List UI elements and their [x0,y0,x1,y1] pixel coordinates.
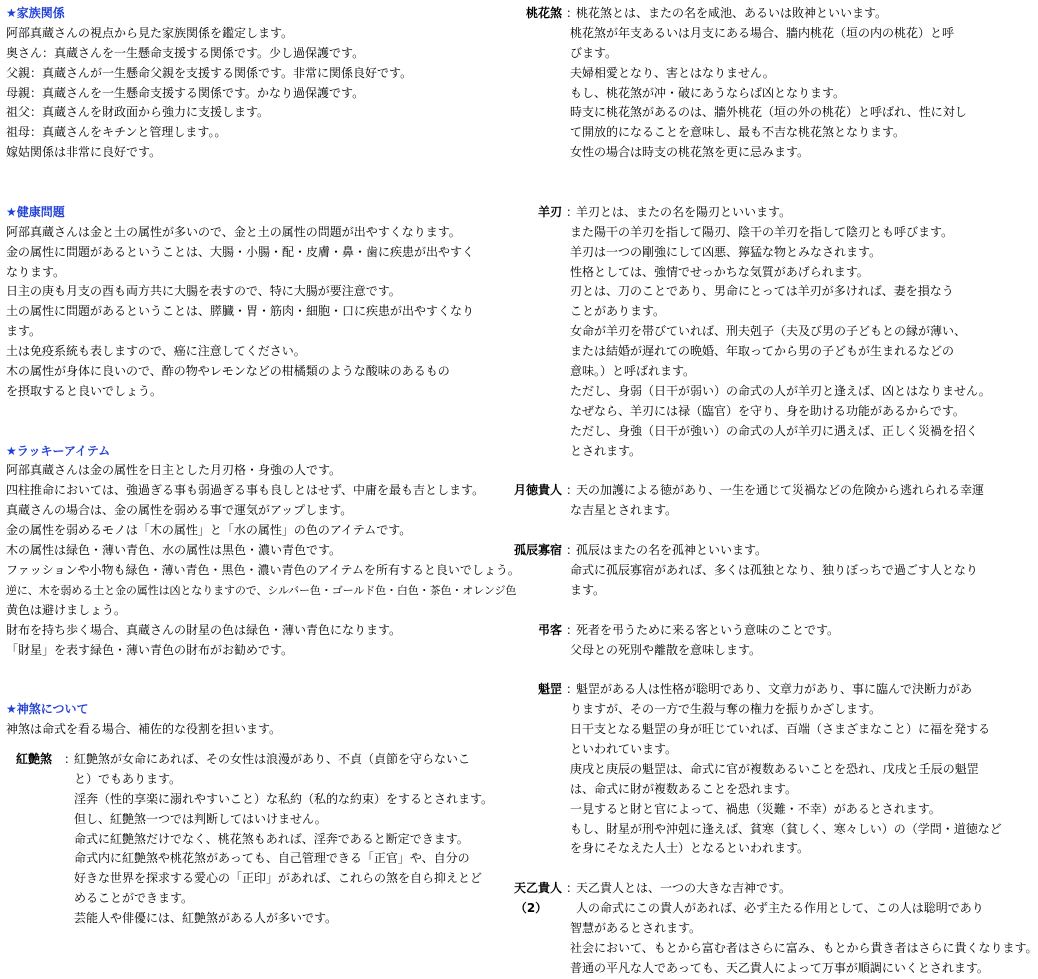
lucky-line: 逆に、木を弱める土と金の属性は凶となりますので、シルバー色・ゴールド色・白色・茶色・オレンジ色 [6,583,517,597]
lucky-line: 真蔵さんの場合は、金の属性を弱める事で運気がアップします。 [6,503,353,518]
term-entry-koshinkashuku [500,541,996,601]
lucky-line: 木の属性は緑色・薄い青色、水の属性は黒色・濃い青色です。 [6,543,342,558]
term-colon: ： [566,622,579,637]
term-line: 桃花煞が年支あるいは月支にある場合、牆内桃花（垣の内の桃花）と呼 [570,25,955,40]
term-line: は、命式に財が複数あることを恐れます。 [570,781,798,796]
family-line: 祖父：真蔵さんを財政面から強力に支援します。 [6,105,270,120]
term-line: といわれています。 [570,741,678,756]
koenmsatsu-line: 命式に紅艶煞だけでなく、桃花煞もあれば、淫奔であると断定できます。 [74,831,469,846]
term-colon: ： [566,881,579,896]
term-entry-tokasatsu [500,4,996,163]
family-line: 奥さん：真蔵さんを一生懸命支援する関係です。少し過保護です。 [6,45,365,60]
health-line: 阿部真蔵さんは金と土の属性が多いので、金と土の属性の問題が出やすくなります。 [6,224,461,239]
term-line: 一見すると財と官によって、禍患（災難・不幸）があるとされます。 [570,801,941,816]
term-line: 社会において、もとから富む者はさらに富み、もとから貴き者はさらに貴くなります。 [570,940,1038,955]
koenmsatsu-line: 命式内に紅艶煞や桃花煞があっても、自己管理できる「正官」や、自分の [74,851,470,866]
term-line: 女命が羊刃を帯びていれば、刑夫剋子（夫及び男の子どもとの縁が薄い、 [570,324,967,339]
term-line: 羊刃とは、またの名を陽刃といいます。 [576,204,792,219]
term-line: 意味。）と呼ばれます。 [570,364,696,379]
term-label: 魁罡 [537,682,562,697]
term-line: 夫婦相愛となり、害とはなりません。 [570,65,775,80]
term-line: ます。 [570,582,606,597]
term-line: 魁罡がある人は性格が聡明であり、文章力があり、事に臨んで決断力があ [576,682,973,697]
health-line: 土は免疫系統も表しますので、癌に注意してください。 [6,344,306,359]
health-line: なります。 [6,264,66,279]
family-line: 母親：真蔵さんを一生懸命支援する関係です。かなり過保護です。 [6,85,365,100]
term-line: 羊刃は一つの剛強にして凶悪、獰猛な物とみなされます。 [570,244,882,259]
term-entry-kaiko [500,680,1002,859]
lucky-line: 金の属性を弱めるモノは「木の属性」と「水の属性」の色のアイテムです。 [6,523,412,538]
term-line: 天乙貴人とは、一つの大きな吉神です。 [576,881,792,896]
term-label: 月徳貴人 [513,483,562,498]
health-line: ます。 [6,324,42,339]
health-line: 日主の庚も月支の酉も両方共に大腸を表すので、特に大腸が要注意です。 [6,284,401,299]
term-label: 桃花煞 [525,6,562,20]
koenmsatsu-colon: ： [64,751,77,766]
term-line: 庚戌と庚辰の魁罡は、命式に官が複数あるいことを恐れ、戊戌と壬辰の魁罡 [570,761,979,776]
term-line: 普通の平凡な人であっても、天乙貴人によって万事が順調にいくとされます。 [570,960,989,975]
term-entry-tenotsukijin [500,879,1038,978]
family-section [6,24,496,163]
term-line: 刃とは、刀のことであり、男命にとっては羊刃が多ければ、妻を損なう [570,284,954,299]
health-line: 土の属性に問題があるということは、膵臓・胃・筋肉・細胞・口に疾患が出やすくなり [6,304,475,319]
term-line: 死者を弔うために来る客という意味のことです。 [576,622,840,637]
shinsatsu-heading: ★神煞について [6,702,89,717]
koenmsatsu-term: 紅艶煞 [16,751,53,766]
health-section [6,223,496,402]
term-line: 時支に桃花煞があるのは、牆外桃花（垣の外の桃花）と呼ばれ、性に対し [570,105,967,120]
lucky-line: 阿部真蔵さんは金の属性を日主とした月刃格・身強の人です。 [6,463,342,478]
term-colon: ： [566,543,579,558]
term-line: 日干支となる魁罡の身が旺じていれば、百端（さまざまなこと）に福を発する [570,722,991,737]
term-line: 天の加護による徳があり、一生を通じて災禍などの危険から逃れられる幸運 [576,483,985,498]
koenmsatsu-line: 芸能人や俳優には、紅艶煞がある人が多いです。 [74,911,338,926]
shinsatsu-intro: 神煞は命式を看る場合、補佐的な役割を担います。 [6,722,282,737]
term-line: 性格としては、強情でせっかちな気質があげられます。 [570,264,869,279]
term-colon: ： [566,6,579,20]
term-colon: ： [566,204,579,219]
family-line: 祖母：真蔵さんをキチンと管理します。。 [6,125,227,140]
term-line: また陽干の羊刃を指して陽刃、陰干の羊刃を指して陰刃とも呼びます。 [570,224,954,239]
term-entry-chokyaku [500,621,996,661]
term-line: りますが、その一方で生殺与奪の権力を振りかざします。 [570,702,882,717]
term-line: ただし、身強（日干が強い）の命式の人が羊刃に遇えば、正しく災禍を招く [570,423,979,438]
term-line: 命式に孤辰寡宿があれば、多くは孤独となり、独りぼっちで過ごす人となり [570,562,978,577]
term-line: なぜなら、羊刃には禄（臨官）を守り、身を助ける功能があるからです。 [570,403,965,418]
koenmsatsu-line: 但し、紅艶煞一つでは判断してはいけません。 [74,811,327,826]
term-line: 父母との死別や離散を意味します。 [570,642,762,657]
left-column [6,4,520,929]
term-label: 孤辰寡宿 [513,543,562,558]
koenmsatsu-line: 紅艶煞が女命にあれば、その女性は浪漫があり、不貞（貞節を守らないこ [74,751,471,766]
family-line: 嫁姑関係は非常に良好です。 [6,145,162,160]
term-line: びます。 [570,45,618,60]
lucky-section [6,461,520,660]
family-line: 父親：真蔵さんが一生懸命父親を支援する関係です。非常に関係良好です。 [6,65,413,80]
term-entry-youjin [500,203,996,462]
health-line: を摂取すると良いでしょう。 [6,383,163,398]
term-line: を身にそなえた人士）となるといわれます。 [570,841,810,856]
term-line: 智慧があるとされます。 [570,920,702,935]
term-line: もし、桃花煞が冲・破にあうならば凶となります。 [570,85,846,100]
health-line: 木の属性が身体に良いので、酢の物やレモンなどの柑橘類のような酸味のあるもの [6,364,450,379]
term-line: な吉星とされます。 [570,503,678,518]
term-line: もし、財星が刑や沖剋に逢えば、貧寒（貧しく、寒々しい）の（学問・道徳など [570,821,1002,836]
family-line: 阿部真蔵さんの視点から見た家族関係を鑑定します。 [6,25,294,40]
lucky-line: 四柱推命においては、強過ぎる事も弱過ぎる事も良しとはせず、中庸を最も吉とします。 [6,483,485,498]
term-entry-gettokukijin [500,481,996,521]
koenmsatsu-line: と）でもあります。 [74,771,182,786]
lucky-line: ファッションや小物も緑色・薄い青色・黒色・濃い青色のアイテムを所有すると良いでしょう。 [6,562,520,577]
lucky-line: 「財星」を表す緑色・薄い青色の財布がお勧めです。 [6,642,294,657]
koenmsatsu-line: 淫奔（性的享楽に溺れやすいこと）な私約（私的な約束）をするとされます。 [74,791,494,806]
lucky-line: 黄色は避けましょう。 [6,602,127,617]
right-column [500,4,1038,979]
term-line: 孤辰はまたの名を孤神といいます。 [576,543,768,558]
term-line: 人の命式にこの貴人があれば、必ず主たる作用として、この人は聡明であり [576,901,984,916]
term-sublabel: （2） [514,901,548,916]
term-line: 女性の場合は時支の桃花煞を更に忌みます。 [570,145,810,160]
term-line: て開放的になることを意味し、最も不吉な桃花煞となります。 [570,125,906,140]
term-label: 羊刃 [537,204,562,219]
term-label: 天乙貴人 [513,881,562,896]
koenmsatsu-entry [6,750,496,929]
term-line: とされます。 [570,443,642,458]
koenmsatsu-line: めることができます。 [74,891,194,906]
koenmsatsu-line: 好きな世界を探求する愛心の「正印」があれば、これらの煞を自ら抑えとど [74,871,483,886]
family-heading: ★家族関係 [6,6,65,20]
term-line: ただし、身弱（日干が弱い）の命式の人が羊刃と逢えば、凶とはなりません。 [570,383,991,398]
term-colon: ： [566,483,579,498]
health-line: 金の属性に問題があるということは、大腸・小腸・配・皮膚・鼻・歯に疾患が出やすく [6,244,475,259]
lucky-heading: ★ラッキーアイテム [6,443,111,458]
term-colon: ： [566,682,579,697]
term-line: ことがあります。 [570,304,666,319]
term-label: 弔客 [537,622,562,637]
health-heading: ★健康問題 [6,204,65,219]
lucky-line: 財布を持ち歩く場合、真蔵さんの財星の色は緑色・薄い青色になります。 [6,622,402,637]
term-line: 桃花煞とは、またの名を咸池、あるいは敗神といいます。 [576,6,888,20]
term-line: または結婚が遅れての晩婚、年取ってから男の子どもが生まれるなどの [570,344,955,359]
